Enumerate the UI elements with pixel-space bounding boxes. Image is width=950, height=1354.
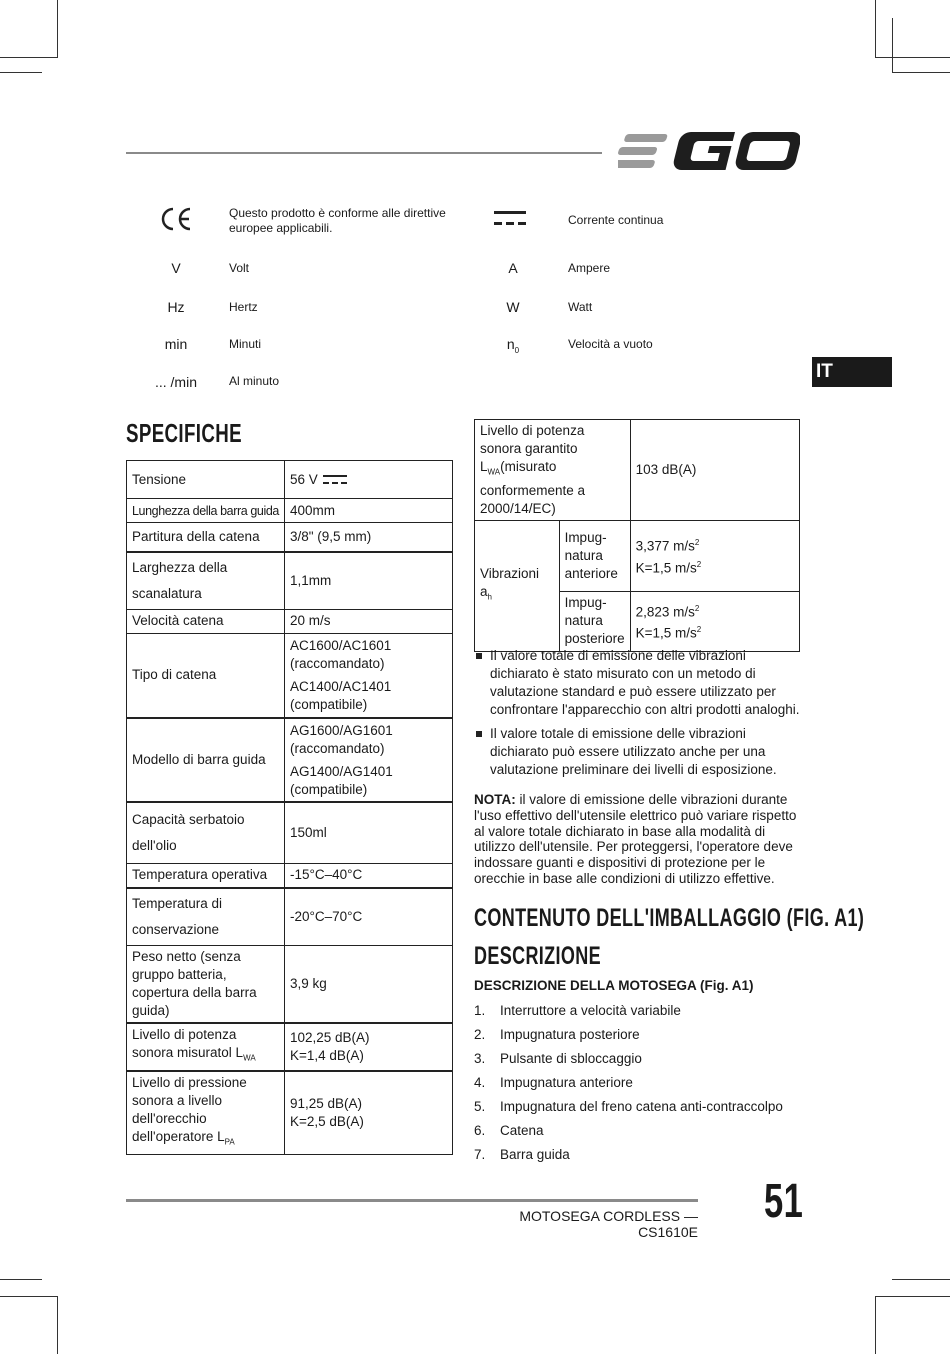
spec-row-voltage: Tensione 56 V [127,461,453,499]
direct-current-desc: Corrente continua [568,213,664,227]
symbol-minutes: min [164,336,188,352]
ego-logo [618,128,800,174]
spec-row-chain-speed: Velocità catena 20 m/s [127,609,453,633]
spec-row-storage-temp: Temperatura di conservazione -20°C–70°C [127,888,453,946]
symbol-no-load-speed-desc: Velocità a vuoto [568,337,653,351]
spec-row-net-weight: Peso netto (senza gruppo batteria, copertura della barra guida) 3,9 kg [127,946,453,1024]
header-rule [126,152,602,154]
note-label: NOTA: [474,792,516,807]
list-item: 6. Catena [474,1123,544,1138]
symbol-hertz-desc: Hertz [229,300,258,314]
symbol-hertz: Hz [167,299,185,315]
parts-list [474,1002,804,1170]
spec-row-sound-pressure: Livello di pressione sonora a livello dell'orecchio dell'operatore $L_{PA}$ 91,25 dB(A) K=2,5 dB(A) [127,1071,453,1154]
spec-row-vibration-front: Vibrazioni $a_h$ Impug-natura anteriore 3,377 $m/s^2$ K=1,5 $m/s^2$ [475,520,800,591]
vibration-notes [474,647,804,785]
list-item: 1. Interruttore a velocità variabile [474,1003,681,1018]
list-item: Il valore totale di emissione delle vibrazioni dichiarato è stato misurato con un metodo di valutazione standard e può essere utilizzato per confrontare l'apparecchio con altri prodotti analoghi. [474,647,804,719]
symbol-volt: V [171,260,181,276]
list-item: 2. Impugnatura posteriore [474,1027,640,1042]
list-item: 7. Barra guida [474,1147,570,1162]
page-number: 51 [764,1175,804,1228]
spec-row-bar-model: Modello di barra guida AG1600/AG1601 (raccomandato) AG1400/AG1401 (compatibile) [127,718,453,802]
spec-row-chain-pitch: Partitura della catena 3/8" (9,5 mm) [127,523,453,552]
list-item: Il valore totale di emissione delle vibrazioni dichiarato può essere utilizzato anche per una valutazione preliminare dei livelli di esposizione. [474,725,804,779]
direct-current-icon [322,474,348,486]
contents-heading: CONTENUTO DELL'IMBALLAGGIO (FIG. A1) [474,904,865,932]
spec-row-groove-width: Larghezza della scanalatura 1,1mm [127,552,453,610]
spec-row-oil-capacity: Capacità serbatoio dell'olio 150ml [127,802,453,863]
specs-table [126,460,453,1155]
symbol-per-minute: ... /min [154,374,197,390]
noise-vibration-table [474,419,800,652]
symbol-watt: W [506,299,520,315]
symbol-volt-desc: Volt [229,261,250,275]
direct-current-icon [460,208,560,231]
language-tab [812,357,892,387]
symbol-minutes-desc: Minuti [229,337,262,351]
list-item: 5. Impugnatura del freno catena anti-contraccolpo [474,1099,783,1114]
symbol-per-minute-desc: Al minuto [229,374,280,388]
list-item: 3. Pulsante di sbloccaggio [474,1051,642,1066]
description-subheading: DESCRIZIONE DELLA MOTOSEGA (Fig. A1) [474,978,754,993]
ce-mark-icon [126,204,226,237]
language-tab-label: IT [816,361,833,382]
footer-rule [126,1199,698,1202]
symbol-watt-desc: Watt [568,300,593,314]
symbol-ampere-desc: Ampere [568,261,611,275]
spec-row-operating-temp: Temperatura operativa -15°C–40°C [127,863,453,888]
spec-row-bar-length: Lunghezza della barra guida 400mm [127,499,453,523]
spec-row-guaranteed-sound-power: Livello di potenza sonora garantito $L_{WA}(misurato$ conformemente a 2000/14/EC) 103 dB(A) [475,420,800,521]
spec-row-chain-type: Tipo di catena AC1600/AC1601 (raccomandato) AC1400/AC1401 (compatibile) [127,633,453,718]
spec-row-sound-power: Livello di potenza sonora misuratol $L_{WA}$ 102,25 dB(A) K=1,4 dB(A) [127,1023,453,1071]
ce-mark-desc: Questo prodotto è conforme alle direttive europee applicabili. [229,206,446,235]
spec-row-vibration-rear: Impug-natura posteriore 2,823 $m/s^2$ K=1,5 $m/s^2$ [475,591,800,651]
specs-heading: SPECIFICHE [126,418,242,448]
footer-title: MOTOSEGA CORDLESS — CS1610E [519,1208,698,1240]
description-heading: DESCRIZIONE [474,942,601,970]
list-item: 4. Impugnatura anteriore [474,1075,633,1090]
symbol-no-load-speed: $n_0$ [506,336,520,355]
note-paragraph: NOTA: il valore di emissione delle vibrazioni durante l'uso effettivo dell'utensile elettrico può variare rispetto al valore totale dichiarato in base alla modalità di utilizzo dell'utensile. Per proteggersi, l'operatore deve indossare guanti e dispositivi di protezione per le orecchie in base alle condizioni di utilizzo effettive. [474,792,797,886]
symbol-ampere: A [508,260,518,276]
